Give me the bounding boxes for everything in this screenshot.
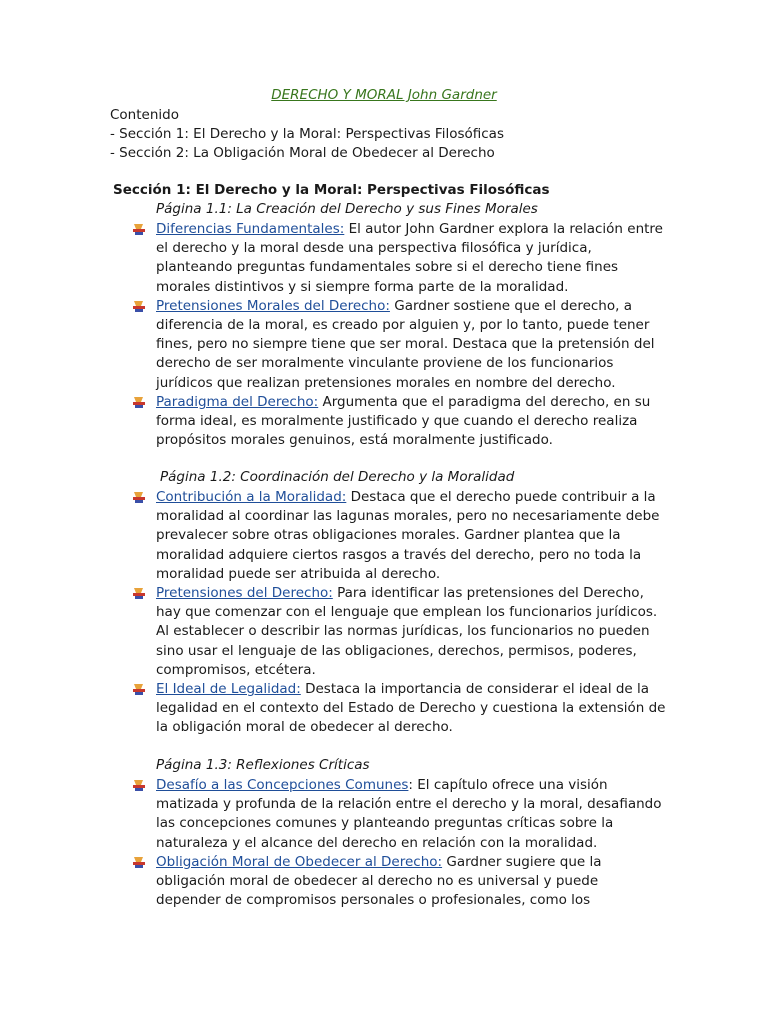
item-text: Destaca que el derecho puede contribuir a la moralidad al coordinar las lagunas morales, pero no necesariamente debe prevalecer sobre otras obligaciones morales. Gardner plantea que la moralidad adquiere ciertos rasgos a través del derecho, pero no toda la moralidad puede ser atribuida al derecho.: [156, 489, 660, 582]
item-text: : El capítulo ofrece una visión matizada y profunda de la relación entre el derecho y la moral, desafiando las concepciones comunes y planteando preguntas críticas sobre la naturaleza y el alcance del derecho en relación con la moralidad.: [156, 777, 662, 851]
pen-bullet-icon: [132, 491, 146, 504]
pen-bullet-icon: [132, 856, 146, 869]
bullet-list: [156, 776, 666, 910]
item-link[interactable]: Diferencias Fundamentales:: [156, 221, 345, 237]
list-item: [156, 776, 666, 853]
page-subtitle: Página 1.1: La Creación del Derecho y sus Fines Morales: [156, 201, 538, 217]
list-item: [156, 680, 666, 738]
list-item: [156, 393, 666, 451]
page-subtitle: Página 1.3: Reflexiones Críticas: [156, 757, 370, 773]
toc-heading: Contenido: [110, 107, 179, 123]
list-item: [156, 297, 666, 393]
list-item: [156, 220, 666, 297]
item-text: Argumenta que el paradigma del derecho, en su forma ideal, es moralmente justificado y que cuando el derecho realiza propósitos morales genuinos, está moralmente justificado.: [156, 393, 651, 449]
pen-bullet-icon: [132, 223, 146, 236]
list-item: [156, 488, 666, 584]
list-item: [156, 853, 666, 911]
item-link[interactable]: Pretensiones del Derecho:: [156, 585, 333, 602]
section-heading: Sección 1: El Derecho y la Moral: Perspectivas Filosóficas: [113, 182, 550, 198]
item-link[interactable]: Contribución a la Moralidad:: [156, 489, 347, 505]
pen-bullet-icon: [132, 396, 146, 409]
pen-bullet-icon: [132, 587, 146, 600]
bullet-list: [156, 488, 666, 738]
pen-bullet-icon: [132, 779, 146, 792]
item-link[interactable]: El Ideal de Legalidad:: [156, 681, 301, 698]
toc-entry: - Sección 1: El Derecho y la Moral: Perspectivas Filosóficas: [110, 126, 504, 143]
pen-bullet-icon: [132, 300, 146, 313]
item-text: Gardner sostiene que el derecho, a diferencia de la moral, es creado por alguien y, por lo tanto, puede tener fines, pero no siempre tiene que ser moral. Destaca que la pretensión del derecho de ser moralmente vinculante proviene de los funcionarios jurídicos que realizan pretensiones morales en nombre del derecho.: [156, 297, 655, 391]
item-text: El autor John Gardner explora la relación entre el derecho y la moral desde una perspectiva filosófica y jurídica, planteando preguntas fundamentales sobre si el derecho tiene fines morales distintivos y si siempre forma parte de la moralidad.: [156, 221, 663, 295]
bullet-list: [156, 220, 666, 450]
item-text: Gardner sugiere que la obligación moral de obedecer al derecho no es universal y puede depender de compromisos personales o profesionales, como los: [156, 853, 602, 909]
document-title: DERECHO Y MORAL John Gardner: [271, 87, 497, 103]
item-text: Destaca la importancia de considerar el ideal de la legalidad en el contexto del Estado de Derecho y cuestiona la extensión de la obligación moral de obedecer al derecho.: [156, 681, 666, 736]
item-link[interactable]: Desafío a las Concepciones Comunes: [156, 777, 409, 793]
page-subtitle: Página 1.2: Coordinación del Derecho y la Moralidad: [160, 469, 515, 485]
list-item: [156, 584, 666, 680]
item-link[interactable]: Obligación Moral de Obedecer al Derecho:: [156, 853, 443, 870]
item-text: Para identificar las pretensiones del Derecho, hay que comenzar con el lenguaje que emplean los funcionarios jurídicos. Al establecer o describir las normas jurídicas, los funcionarios no pueden sino usar el lenguaje de las obligaciones, derechos, permisos, poderes, compromisos, etcétera.: [156, 585, 658, 678]
item-link[interactable]: Paradigma del Derecho:: [156, 393, 319, 410]
table-of-contents: [110, 106, 504, 164]
item-link[interactable]: Pretensiones Morales del Derecho:: [156, 297, 390, 314]
toc-entry: - Sección 2: La Obligación Moral de Obedecer al Derecho: [110, 145, 495, 162]
pen-bullet-icon: [132, 683, 146, 696]
